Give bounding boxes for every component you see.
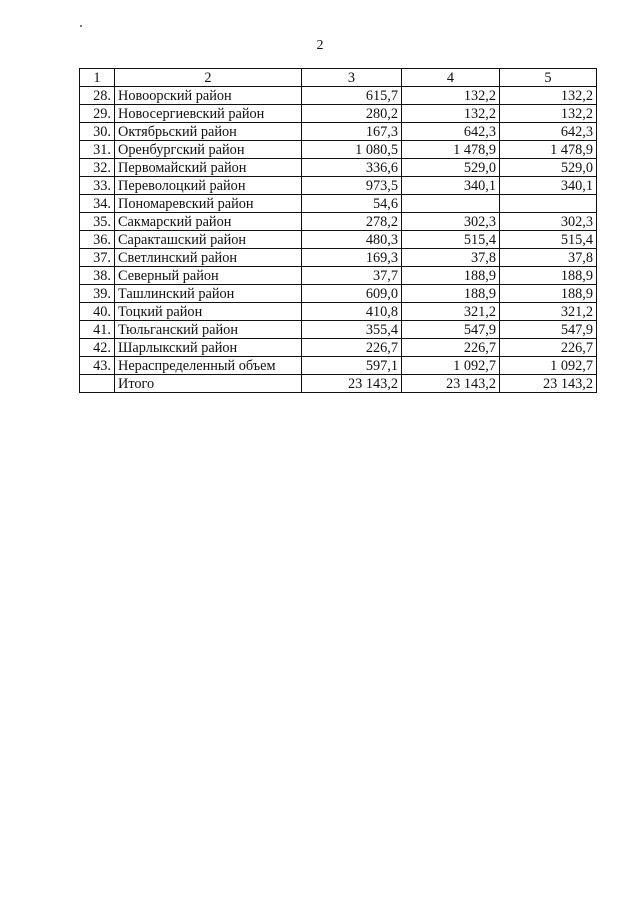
row-number-cell: 28. [80, 87, 115, 105]
value-col-5-cell [500, 195, 597, 213]
table-row [80, 285, 597, 303]
value-col-4-cell: 321,2 [402, 303, 500, 321]
value-col-3-cell: 1 080,5 [302, 141, 402, 159]
value-col-5-cell: 188,9 [500, 267, 597, 285]
value-col-3-cell: 23 143,2 [302, 375, 402, 393]
header-cell: 4 [402, 69, 500, 87]
row-number-cell: 29. [80, 105, 115, 123]
district-name-cell: Октябрьский район [115, 123, 302, 141]
value-col-5-cell: 23 143,2 [500, 375, 597, 393]
value-col-4-cell: 547,9 [402, 321, 500, 339]
table-row [80, 159, 597, 177]
table-row [80, 357, 597, 375]
value-col-5-cell: 37,8 [500, 249, 597, 267]
value-col-5-cell: 1 092,7 [500, 357, 597, 375]
value-col-4-cell: 529,0 [402, 159, 500, 177]
table-row [80, 87, 597, 105]
value-col-4-cell: 132,2 [402, 87, 500, 105]
header-cell: 3 [302, 69, 402, 87]
district-name-cell: Переволоцкий район [115, 177, 302, 195]
value-col-4-cell: 188,9 [402, 285, 500, 303]
header-cell: 5 [500, 69, 597, 87]
table-row [80, 213, 597, 231]
value-col-3-cell: 167,3 [302, 123, 402, 141]
row-number-cell: 40. [80, 303, 115, 321]
district-name-cell: Первомайский район [115, 159, 302, 177]
value-col-4-cell: 23 143,2 [402, 375, 500, 393]
table-header-row [80, 69, 597, 87]
value-col-4-cell: 302,3 [402, 213, 500, 231]
value-col-5-cell: 529,0 [500, 159, 597, 177]
value-col-3-cell: 54,6 [302, 195, 402, 213]
district-name-cell: Оренбургский район [115, 141, 302, 159]
row-number-cell: 33. [80, 177, 115, 195]
district-name-cell: Тюльганский район [115, 321, 302, 339]
table-row [80, 105, 597, 123]
value-col-5-cell: 226,7 [500, 339, 597, 357]
table-row [80, 375, 597, 393]
table-row [80, 249, 597, 267]
row-number-cell: 31. [80, 141, 115, 159]
table-row [80, 141, 597, 159]
value-col-5-cell: 515,4 [500, 231, 597, 249]
value-col-3-cell: 615,7 [302, 87, 402, 105]
value-col-3-cell: 37,7 [302, 267, 402, 285]
value-col-4-cell: 132,2 [402, 105, 500, 123]
value-col-5-cell: 1 478,9 [500, 141, 597, 159]
row-number-cell: 38. [80, 267, 115, 285]
scan-speck [80, 25, 82, 27]
page-number: 2 [316, 38, 324, 53]
value-col-5-cell: 132,2 [500, 105, 597, 123]
value-col-3-cell: 973,5 [302, 177, 402, 195]
value-col-4-cell: 1 478,9 [402, 141, 500, 159]
value-col-3-cell: 410,8 [302, 303, 402, 321]
table-row [80, 303, 597, 321]
allocation-table [79, 68, 597, 393]
value-col-3-cell: 355,4 [302, 321, 402, 339]
district-name-cell: Шарлыкский район [115, 339, 302, 357]
value-col-4-cell [402, 195, 500, 213]
value-col-4-cell: 1 092,7 [402, 357, 500, 375]
value-col-3-cell: 597,1 [302, 357, 402, 375]
value-col-4-cell: 642,3 [402, 123, 500, 141]
district-name-cell: Новосергиевский район [115, 105, 302, 123]
table-row [80, 123, 597, 141]
value-col-3-cell: 169,3 [302, 249, 402, 267]
value-col-4-cell: 37,8 [402, 249, 500, 267]
row-number-cell: 32. [80, 159, 115, 177]
row-number-cell: 34. [80, 195, 115, 213]
value-col-3-cell: 226,7 [302, 339, 402, 357]
district-name-cell: Нераспределенный объем [115, 357, 302, 375]
table-row [80, 321, 597, 339]
value-col-5-cell: 547,9 [500, 321, 597, 339]
value-col-3-cell: 278,2 [302, 213, 402, 231]
value-col-3-cell: 280,2 [302, 105, 402, 123]
header-cell: 1 [80, 69, 115, 87]
table-row [80, 177, 597, 195]
district-name-cell: Северный район [115, 267, 302, 285]
value-col-5-cell: 188,9 [500, 285, 597, 303]
row-number-cell: 42. [80, 339, 115, 357]
value-col-5-cell: 302,3 [500, 213, 597, 231]
row-number-cell: 39. [80, 285, 115, 303]
district-name-cell: Светлинский район [115, 249, 302, 267]
table-row [80, 267, 597, 285]
value-col-3-cell: 480,3 [302, 231, 402, 249]
header-cell: 2 [115, 69, 302, 87]
district-name-cell: Тоцкий район [115, 303, 302, 321]
value-col-4-cell: 188,9 [402, 267, 500, 285]
value-col-5-cell: 132,2 [500, 87, 597, 105]
district-name-cell: Саракташский район [115, 231, 302, 249]
value-col-5-cell: 642,3 [500, 123, 597, 141]
row-number-cell: 43. [80, 357, 115, 375]
district-name-cell: Итого [115, 375, 302, 393]
table-row [80, 231, 597, 249]
row-number-cell: 30. [80, 123, 115, 141]
row-number-cell: 41. [80, 321, 115, 339]
value-col-5-cell: 321,2 [500, 303, 597, 321]
row-number-cell: 37. [80, 249, 115, 267]
row-number-cell: 35. [80, 213, 115, 231]
table-row [80, 195, 597, 213]
district-name-cell: Пономаревский район [115, 195, 302, 213]
value-col-4-cell: 226,7 [402, 339, 500, 357]
value-col-3-cell: 609,0 [302, 285, 402, 303]
table-row [80, 339, 597, 357]
district-name-cell: Сакмарский район [115, 213, 302, 231]
row-number-cell: 36. [80, 231, 115, 249]
district-name-cell: Ташлинский район [115, 285, 302, 303]
value-col-4-cell: 340,1 [402, 177, 500, 195]
district-name-cell: Новоорский район [115, 87, 302, 105]
row-number-cell [80, 375, 115, 393]
value-col-5-cell: 340,1 [500, 177, 597, 195]
value-col-3-cell: 336,6 [302, 159, 402, 177]
value-col-4-cell: 515,4 [402, 231, 500, 249]
